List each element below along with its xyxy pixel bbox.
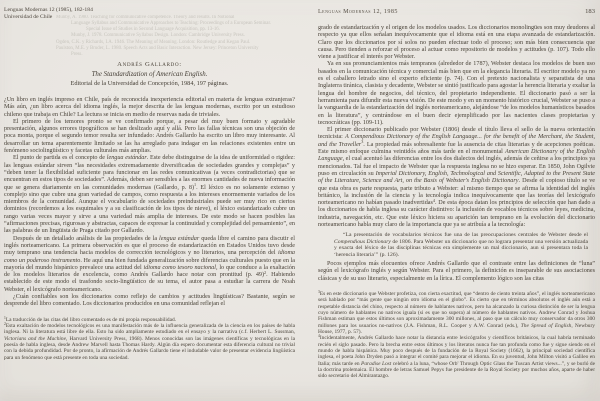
footnote: $^3$Es en este diccionario que Webster profetiza, con cierta exactitud, que “dentro de ciento treinta años”, el inglés norteamericano será hablado por “más gente que ningún otro idioma en el globo”. Es cierto que en términos absolutos el inglés aún está a respetable distancia del chino, respecto al número de hablantes nativos, pero ha alcanzado la curiosa distinción de ser la lengua cuyo número de hablantes no nativos iguala (si es que no supera) al número de hablantes nativos. Andrew Conrad y Joshua Fishman estiman que estos últimos son aproximadamente 300 millones, al paso que un cálculo muy conservador da otros 300 millones para los usuarios no-nativos (J.A. Fishman, R.L. Cooper y A.W. Conrad (eds.), The Spread of English, Newbury House, 1977, p. 57). bbox=[318, 290, 595, 336]
bleedthrough-text bbox=[56, 15, 303, 58]
body-paragraph: ¿Cuán confiables son los diccionarios como reflejo de cambios y actitudes lingüísticas? Bastante, según se desprende del libro comentado. Los diccionarios producidos en una comunidad reflejan el bbox=[4, 294, 295, 308]
ghost-line: Munby, J. 1978. Communicative Syllabus Design. London: Cambridge University Press. bbox=[71, 33, 245, 39]
footnote: $^2$Esta exaltación de modelos tecnológicos es una manifestación más de la influencia generalizada de la ciencia en los países de habla inglesa. Ni la literatura está libre de ella. Esto ha sido ampliamente estudiado en el ensayo y la narrativa (c.f. Herbert L. Sussman, Victorians and the Machine, Harvard University Press, 1968). Menos conocidas son las imágenes científicas y tecnológicas en la poesía de habla inglesa, desde Andrew Marvell hasta Thomas Hardy. Algún día espero documentar esta diferencia cultural no trivial con la debida profundidad. Por de pronto, la afirmación de Andrés Gallardo tiene el indudable valor de presentar evidencia lingüística para un fenómeno que está presente en toda una sociedad. bbox=[4, 321, 295, 361]
review-author: Andrés Gallardo: bbox=[117, 61, 182, 68]
ghost-line: Ogden, C.K. y Richards, I.A. 1946. The Meaning of Meaning. London: Routledge and Kegan Paul. bbox=[56, 39, 251, 45]
block-quotation: “La presentación de vocabularios técnicos fue una de las preocupaciones centrales de Webster desde el Compendious Dictionary de 1806. Para Webster un diccionario que no lograra presentar una versión actualizada y exacta del léxico de las disciplinas técnicas era simplemente un mal diccionario, aun si presentara toda la ‘herencia literaria’” (p. 126). bbox=[334, 231, 588, 258]
running-header: Lenguas Modernas 12, 1985 bbox=[318, 9, 398, 15]
right-page bbox=[318, 0, 595, 401]
ghost-line: Paulston, M.E. y Bruder, L. 1980. Speech Acts and Basic Interaction. New Jersey: Princeton University bbox=[56, 45, 259, 51]
left-page-body bbox=[4, 97, 295, 309]
right-page-footnotes bbox=[318, 291, 595, 380]
page-number: 183 bbox=[585, 8, 595, 15]
body-paragraph: Ya en sus pronunciamientos más tempranos (alrededor de 1787), Webster destaca los modelos de buen uso basados en la comunicación técnica y comercial más bien que en la elegancia literaria. El escritor modelo ya no es el caballero letrado sino el experto eficiente (p. 74). Con el pretexto nacionalista y separatista de una Inglaterra tiránica, clasista y decadente, Webster se sintió justificado para agostar la herencia literaria y exaltar la lengua del hombre de negocios, del técnico, del propietario independiente. El diccionario pasó a ser la herramienta para difundir esta nueva visión. De este modo y en un momento histórico crucial, Webster se puso a la vanguardia de la estandarización del inglés norteamericano, alejándose “de los modelos humanísticos basados en la literatura”, y centrándose en el buen decir ejemplificado por las nacientes clases propietarias y tecnocráticas (pp. 109-11). bbox=[318, 61, 595, 126]
body-paragraph: Después de un detallado análisis de las propiedades de la lengua estándar queda libre el camino para discutir el inglés norteamericano. La primera observación es que el proceso de estandarización en Estados Unidos tuvo desde muy temprano una tendencia hacia modelos de corrección tecnológicos y no literarios, una percepción del idioma como un poderoso instrumento. He aquí una bien fundada generalización sobre diferencias culturales puesto que en la mayoría del mundo hispánico prevalece una actitud del idioma como tesoro nacional, lo que conduce a la exaltación de los modelos literarios de excelencia, como Andrés Gallardo hace notar con prontitud (p. 49)$^2$. Habiendo establecido de este modo el trasfondo socio-lingüístico de su tema, el autor pasa a estudiar la carrera de Noah Webster, el lexicógrafo norteamericano. bbox=[4, 235, 296, 293]
right-page-header bbox=[318, 0, 595, 15]
ghost-line: Press. bbox=[71, 51, 83, 57]
left-page-header bbox=[4, 0, 295, 21]
body-paragraph: El primer diccionario publicado por Webster (1806) desde el título lleva el sello de la nueva orientación tecnicista: A Compendious Dictionary of the English Language... for the benefit of the Merchant, the Student, and the Traveller$^3$. La propiedad más sobresaliente fue la ausencia de citas literarias y de acepciones poéticas. Este mismo enfoque culmina veintidós años más tarde en el monumental American Dictionary of the English Language, el cual acentuó las diferencias entre los dos dialectos del inglés, además de ceñirse a los principios ya mencionados. Tal fue el impacto de Webster que la respuesta inglesa no se hizo esperar. En 1850, John Ogilvie puso en circulación su Imperial Dictionary, English, Technological and Scientific, Adapted to the Present State of the Literature, Science and Art, on the Basis of Webster's English Dictionary. Desde el copioso título se ve que esta obra es parte respuesta, parte tributo a Webster: al mismo tiempo que se afirma la identidad del inglés británico, la inclusión de la ciencia y la tecnología indica inequívocamente que las teorías del lexicógrafo norteamericano no habían pasado inadvertidas$^4$. De esta época datan los principios de selección que han dado a los diccionarios de habla inglesa su carácter distintivo: la inclusión de vocablos técnicos sobre leyes, medicina, industria, navegación, etc. Que este léxico hiciera su aparición tan temprano en la evolución del diccionario norteamericano habla muy claro de la importancia que ya se atribuía a la tecnología: bbox=[318, 127, 596, 229]
publisher-line: Editorial de la Universidad de Concepción, 1984, 197 páginas. bbox=[70, 80, 229, 87]
review-title-block bbox=[4, 61, 295, 87]
body-paragraph: El punto de partida es el concepto de lengua estándar. Este debe distinguirse de la idea de uniformidad o rigidez: las lenguas estándar sirven “las necesidades extremadamente diversificadas de sociedades grandes y complejas” y “deben tener la flexibilidad suficiente para funcionar en las redes comunicativas (a veces contradictorias) que se encuentran en estos tipos de sociedades”. Además, deben ser sensibles a las enormes cantidades de nueva información que se genera diariamente en las comunidades modernas (Gallardo, p. 8)$^1$. El léxico es no solamente extenso y complejo sino que cubre una gran variedad de campos, como respuesta a los intereses enormemente variados de los miembros de la comunidad. Aunque el vocabulario de sociedades preindustriales puede ser muy rico en ciertos dominios (recordemos a los esquimales y a su clasificación de los tipos de nieve), el léxico estandarizado cubre un rango varias veces mayor y sirve a una variedad más amplia de intereses. De este modo se hacen posibles las “afirmaciones precisas, rigurosas y abstractas, capaces de expresar la continuidad y complejidad del pensamiento”, en las palabras de un lingüista de Praga citado por Gallardo. bbox=[4, 155, 295, 235]
body-paragraph: grado de estandarización y el origen de los modelos usados. Los diccionarios monolingües son muy deudores al respecto ya que ellos señalan inequívocamente que el idioma está en una etapa avanzada de estandarización. Claro que los diccionarios por sí solos no pueden efectuar todo el proceso; son más bien consecuencia que causa. Pero tienden a reforzar el proceso al actuar como repositorio de modelos y actitudes (p. 107). Todo ello viene a justificar el interés por Webster. bbox=[318, 25, 595, 61]
footnote: $^1$La traducción de las citas del libro comentado es de mi propia responsabilidad. bbox=[4, 315, 177, 323]
ghost-line: Language Syllabus and Communicative Approaches to Teaching: Proceedings of a European Seminar. bbox=[71, 21, 272, 27]
body-paragraph: El primero de los temores pronto se ve confirmado porque, a pesar del muy buen formato y agradable presentación, algunos errores tipográficos se han deslizado aquí y allá. Pero las fallas técnicas son una objeción de poca monta, porque el segundo temor resulta ser infundado: Andrés Gallardo ha escrito un libro muy interesante. Al desarrollar un tema aparentemente limitado se las ha arreglado para indagar en las relaciones existentes entre un fenómeno sociolingüístico y facetas culturales más amplias. bbox=[4, 118, 295, 155]
left-page bbox=[4, 0, 295, 401]
right-page-body bbox=[318, 25, 595, 283]
institution-line: Universidad de Chile bbox=[4, 14, 53, 20]
footnote: $^4$Incidentalmente, Andrés Gallardo hace notar la distancia entre lexicógrafos y científicos británicos, la cual habría terminado recién el siglo pasado. Pero la brecha entre estos últimos y los literatos nunca fue tan profunda como fue y sigue siendo en el mundo de habla hispánica. Muy poco después de la fundación de la Royal Society (1662), la principal sociedad científica inglesa, el poeta John Dryden pasó a integrar el comité para mejorar el idioma. En su juventud, John Milton visitó a Galileo en Italia; más tarde en Paradise Lost celebró a la luna, “whose Orb' Through Optic Glass the Tuscan Artist views...”, y se burló de la doctrina ptolemaica. El hombre de letras Samuel Pepys fue presidente de la Royal Society por muchos años, aparte de haber sido secretario del Almirantazgo. bbox=[318, 334, 595, 380]
journal-citation: Lenguas Modernas 12 (1985), 182-184 bbox=[4, 7, 93, 13]
body-paragraph: Pocos ejemplos más elocuentes ofrece Andrés Gallardo que el contraste entre las definiciones de “luna” según el lexicógrafo inglés y según Webster. Para el primero, la definición es inseparable de sus asociaciones clásicas y de su uso literario, especialmente en la lírica. El complemento lógico son las citas bbox=[318, 261, 595, 282]
reviewed-book-title: The Standardization of American English. bbox=[91, 70, 208, 78]
left-page-footnotes bbox=[4, 317, 295, 361]
ghost-line: Special Issue of Studies in Second Language Acquisition, pp. 13-16. bbox=[86, 27, 220, 33]
ghost-line: Munby, A. 1980. Teaching for communicative competence. Theory and results. In Notional bbox=[56, 15, 235, 20]
body-paragraph: ¿Un libro en inglés impreso en Chile, país de reconocida inexperiencia editorial en materia de lenguas extranjeras? Más aún, ¿un libro acerca del idioma inglés, la mejor descrita de las lenguas modernas, escrito por un estudioso chileno que trabaja en Chile? La lectura se inicia en medio de reservas nada de triviales. bbox=[4, 97, 295, 118]
